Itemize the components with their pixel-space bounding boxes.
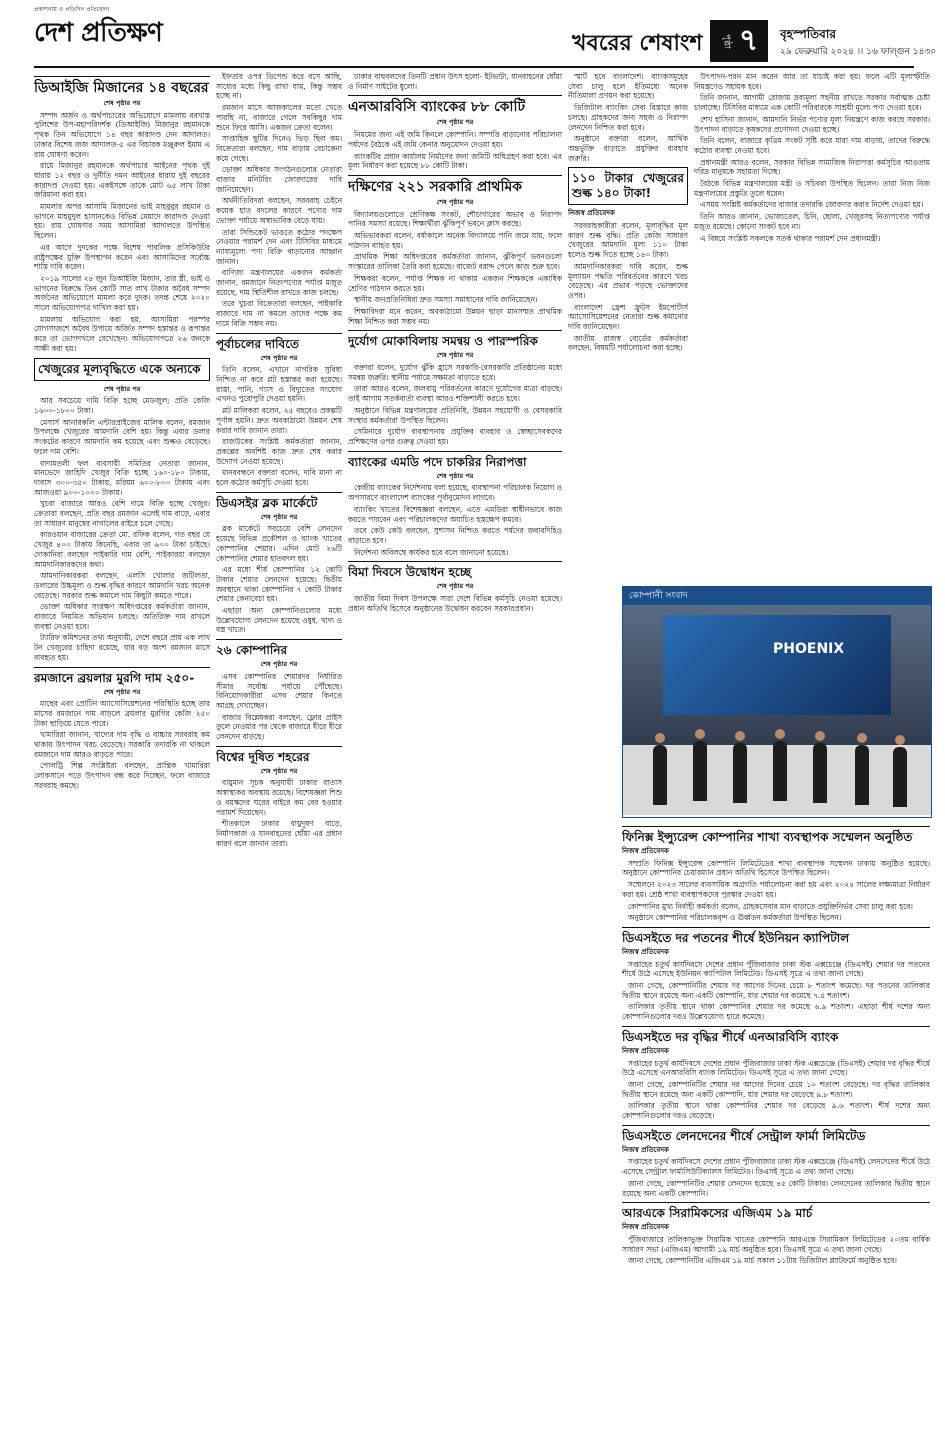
column-2: [216, 72, 342, 1444]
article-paragraph: প্রাথমিক শিক্ষা অধিদপ্তরের কর্মকর্তারা জানান, ঝুঁকিপূর্ণ ভবনগুলো সংস্কারের তালিকা তৈরি করা হয়েছে। বাজেট বরাদ্দ পেলে কাজ শুরু হবে।: [348, 252, 562, 272]
article-paragraph: ব্যাংকিং খাতের বিশেষজ্ঞরা বলছেন, এতে এমডিরা স্বাধীনভাবে কাজ করতে পারবেন এবং পরিচালকদের অযাচিত হস্তক্ষেপ কমবে।: [348, 504, 562, 524]
article-paragraph: অনুষ্ঠানে বক্তারা বলেন, আর্থিক অন্তর্ভুক্তি বাড়াতে প্রযুক্তির ব্যবহার জরুরি।: [568, 134, 688, 163]
article-paragraph: জানা গেছে, কোম্পানিটির শেয়ার লেনদেন হয়েছে ৪৫ কোটি টাকার। লেনদেনের তালিকার দ্বিতীয় স্থানে রয়েছে অন্য একটি কোম্পানি।: [622, 1178, 930, 1198]
page-label: পৃষ্ঠা: [721, 33, 732, 49]
speaker-figure: [693, 741, 707, 801]
article-paragraph: আমদানিকারকরা দাবি করেন, শুল্ক মূল্যায়ন পদ্ধতি পরিবর্তনের কারণে খরচ বেড়েছে। এর প্রভাব পড়ছে ভোক্তাদের ওপর।: [568, 261, 688, 300]
jump-line: শেষ পৃষ্ঠার পর: [103, 99, 141, 107]
article-paragraph: জাতীয় বিমা দিবস উপলক্ষে সারা দেশে বিভিন্ন কর্মসূচি নেওয়া হয়েছে। প্রধান অতিথি হিসেবে অনুষ্ঠানের উদ্বোধন করবেন সরকারপ্রধান।: [348, 594, 562, 613]
column-1: [34, 72, 210, 1444]
article-headline: ডিএসইতে দর পতনের শীর্ষে ইউনিয়ন ক্যাপিটাল: [622, 927, 930, 946]
article-paragraph: তবে খুচরা বিক্রেতারা বলছেন, পাইকারি বাজারে দাম না কমলে তাদের পক্ষে কম দামে বিক্রি সম্ভব নয়।: [216, 299, 342, 328]
newspaper-logo: দেশ প্রতিক্ষণ: [34, 18, 163, 48]
article-headline: ডিএসইতে দর বৃদ্ধির শীর্ষে এনআরবিসি ব্যাংক: [622, 1026, 930, 1045]
article-paragraph: ব্যাংকটির প্রধান কার্যালয় নির্মাণের জন্য জমিটি অধিগ্রহণ করা হবে। এর মূল্য নির্ধারণ করা হয়েছে ৮৮ কোটি টাকা।: [348, 151, 562, 171]
article-paragraph: তিনি আরও জানান, ভোজ্যতেল, চিনি, ছোলা, খেজুরসহ নিত্যপণ্যের পর্যাপ্ত মজুত রয়েছে। কোনো সংকট হবে না।: [694, 212, 930, 231]
article-paragraph: মাছের এবং প্রোটিন অ্যাসোসিয়েশনের পরিস্থিতি হচ্ছে তার মাসের রমজানে দাম বাড়লে ব্রয়লার মুরগির কেজি ২৫০ টাকা ছাড়িয়ে যেতে পারে।: [34, 699, 210, 728]
byline: নিজস্ব প্রতিবেদক: [622, 847, 669, 855]
article-headline: দক্ষিণের ২২১ সরকারি প্রাথমিক: [348, 175, 562, 196]
jump-line: শেষ পৃষ্ঠার পর: [260, 660, 298, 669]
article-paragraph: নিয়মের জন্য এই জমি কিনলে কোম্পানি। সম্পত্তি বাড়ানোর পরিচালনা পর্ষদের বৈঠকে এই জমি কেনার অনুমোদন দেওয়া হয়।: [348, 130, 562, 149]
article-paragraph: বায়ুমান সূচক অনুযায়ী ঢাকার বাতাস অস্বাস্থ্যকর অবস্থায় রয়েছে। বিশেষজ্ঞরা শিশু ও বয়স্কদের ঘরের বাইরে কম বের হওয়ার পরামর্শ দিয়েছেন।: [216, 778, 342, 817]
issue-day: বৃহস্পতিবার: [780, 27, 836, 41]
article-paragraph: ইফতার ওপর ডিপেন্ড করে বসে আছি, সাধ্যের মধ্যে কিছু রাখা যায়, কিন্তু সম্ভব হচ্ছে না।: [216, 72, 342, 101]
article-paragraph: অনুষ্ঠানে কোম্পানির পরিচালকবৃন্দ ও ঊর্ধ্বতন কর্মকর্তারা উপস্থিত ছিলেন।: [628, 913, 842, 923]
article-paragraph: ২০১৯ সালের ২৪ জুন ডিআইজি মিজান, তার স্ত্রী, ভাই ও ভাগনের বিরুদ্ধে তিন কোটি সাত লাখ টাকার অবৈধ সম্পদ অর্জনের অভিযোগে মামলা করে দুদক। তদন্ত শেষে ২০২০ সালে অভিযোগপত্র দাখিল করা হয়।: [34, 273, 210, 313]
article-paragraph: পুঁজিবাজারে তালিকাভুক্ত সিরামিক খাতের কোম্পানি আরএকে সিরামিকস লিমিটেডের ২০তম বার্ষিক সাধারণ সভা (এজিএম) আগামী ১৯ মার্চ অনুষ্ঠিত হবে। ডিএসই সূত্রে এ তথ্য জানা গেছে।: [622, 1234, 930, 1254]
article-paragraph: এছাড়া অন্য কোম্পানিগুলোর মধ্যে উল্লেখযোগ্য লেনদেন হয়েছে ওষুধ, খাদ্য ও বস্ত্র খাতে।: [216, 606, 342, 635]
article-paragraph: অনুষ্ঠানে বিভিন্ন মন্ত্রণালয়ের প্রতিনিধি, উন্নয়ন সহযোগী ও বেসরকারি সংস্থার কর্মকর্তারা উপস্থিত ছিলেন।: [348, 405, 562, 425]
article-paragraph: কেন্দ্রীয় ব্যাংকের নির্দেশনায় বলা হয়েছে, ব্যবস্থাপনা পরিচালক নিয়োগ ও অপসারণে বাংলাদেশ ব্যাংকের পূর্বানুমোদন লাগবে।: [348, 483, 562, 503]
company-news-label: কোম্পানী সংবাদ: [623, 587, 931, 605]
jump-line: শেষ পৃষ্ঠার পর: [260, 766, 298, 775]
article-headline: আরএকে সিরামিকসের এজিএম ১৯ মার্চ: [622, 1202, 930, 1221]
company-news-photo: [622, 586, 932, 818]
article-paragraph: ভোক্তা অধিকার সংগঠনগুলোর নেতারা বাজার মনিটরিং জোরদারের দাবি জানিয়েছেন।: [216, 165, 342, 194]
stage-screen: [663, 615, 891, 715]
article-paragraph: আমদানিকারকরা বলছেন, এলসি খোলার জটিলতা, ডলারের উচ্চমূল্য ও শুল্ক বৃদ্ধির কারণে আমদানি খরচ অনেক বেড়েছে। সরকার শুল্ক কমালে দাম কিছুটা কমতে পারে।: [34, 571, 210, 600]
article-headline: রমজানে ব্রয়লার মুরগি দাম ২৫০-: [34, 667, 210, 686]
speaker-figure: [733, 743, 747, 803]
article-headline: ডিএসইর ব্লক মার্কেটে: [216, 492, 342, 511]
article-paragraph: সাপ্তাহিক ছুটির দিনেও ভিড় ছিল কম। বিক্রেতারা বলছেন, দাম বাড়ায় বেচাকেনা কমে গেছে।: [216, 134, 342, 163]
article-paragraph: অভিভাবকরা বলেন, বর্ষাকালে অনেক বিদ্যালয়ে পানি জমে যায়, ফলে পাঠদান ব্যাহত হয়।: [348, 231, 562, 250]
jump-line: শেষ পৃষ্ঠার পর: [103, 687, 141, 696]
article-paragraph: তালিকার তৃতীয় স্থানে থাকা কোম্পানির শেয়ার দর বেড়েছে ৯.৬ শতাংশ। শীর্ষ দশের অন্য কোম্পানিগুলোর দরও বেড়েছে।: [622, 1101, 930, 1121]
article-paragraph: প্লট মালিকরা বলেন, ২৫ বছরেও প্রকল্পটি পূর্ণাঙ্গ হয়নি। দ্রুত অবকাঠামো উন্নয়ন শেষ করার দাবি জানান তারা।: [216, 406, 342, 435]
article-paragraph: সেমিনারে দুর্যোগ ব্যবস্থাপনায় প্রযুক্তির ব্যবহার ও স্বেচ্ছাসেবকদের প্রশিক্ষণের ওপর গুরুত্ব দেওয়া হয়।: [348, 427, 562, 446]
article-headline: বিমা দিবসে উদ্বোধন হচ্ছে: [348, 561, 562, 580]
conference-photo: [623, 605, 931, 815]
article-paragraph: বিদ্যালয়গুলোতে শ্রেণিকক্ষ সংকট, শৌচাগারের অভাব ও নিরাপদ পানির সমস্যা রয়েছে। শিক্ষার্থীরা ঝুঁকিপূর্ণ ভবনে ক্লাস করছে।: [348, 209, 562, 229]
article-headline: এনআরবিসি ব্যাংকের ৮৮ কোটি: [348, 95, 562, 116]
column-4: [568, 72, 688, 582]
stage-screen-text: PHOENIX: [773, 641, 845, 657]
article-paragraph: সম্প্রতি ফিনিক্স ইন্স্যুরেন্স কোম্পানি লিমিটেডের শাখা ব্যবস্থাপক সম্মেলন ঢাকায় অনুষ্ঠিত হয়েছে। অনুষ্ঠানে কোম্পানির চেয়ারম্যান প্রধান অতিথি হিসেবে উপস্থিত ছিলেন।: [622, 858, 930, 878]
article-paragraph: ব্লক মার্কেটে সবচেয়ে বেশি লেনদেন হয়েছে বিভিন্ন প্রকৌশল ও ব্যাংক খাতের কোম্পানির শেয়ার। এদিন মোট ২৬টি কোম্পানির শেয়ার হাতবদল হয়।: [216, 524, 342, 563]
jump-line: শেষ পৃষ্ঠার পর: [436, 351, 474, 360]
article-paragraph: আর সবচেয়ে দামি বিক্রি হচ্ছে মেডজুল; প্রতি কেজি ১৬০০-১৮০০ টাকা।: [34, 396, 210, 415]
article-paragraph: এর মধ্যে শীর্ষ কোম্পানির ১২ কোটি টাকার শেয়ার লেনদেন হয়েছে। দ্বিতীয় অবস্থানে থাকা কোম্পানির ৭ কোটি টাকার শেয়ার কেনাবেচা হয়।: [216, 565, 342, 604]
article-headline: ব্যাংকের এমডি পদে চাকরির নিরাপত্তা: [348, 451, 562, 470]
article-paragraph: বাংলাদেশ ফ্রেশ ফ্রুটস ইমপোর্টার্স অ্যাসোসিয়েশনের নেতারা শুল্ক কমানোর দাবি জানিয়েছেন।: [568, 302, 688, 332]
column-5: [694, 72, 930, 582]
article-paragraph: শিক্ষাবিদরা মনে করেন, অবকাঠামো উন্নয়ন ছাড়া মানসম্মত প্রাথমিক শিক্ষা নিশ্চিত করা সম্ভব নয়।: [348, 306, 562, 326]
section-title: খবরের শেষাংশ: [572, 31, 703, 56]
article-paragraph: রাজউকের সংশ্লিষ্ট কর্মকর্তারা জানান, প্রকল্পের অবশিষ্ট কাজ দ্রুত শেষ করার উদ্যোগ নেওয়া হয়েছে।: [216, 437, 342, 466]
article-paragraph: তারা সিন্ডিকেট ভাঙতে কঠোর পদক্ষেপ নেওয়ার পরামর্শ দেন এবং টিসিবির মাধ্যমে ন্যায্যমূল্যে পণ্য বিক্রি বাড়ানোর আহ্বান জানান।: [216, 227, 342, 266]
column-3: [348, 72, 562, 1444]
article-paragraph: সপ্তাহের চতুর্থ কার্যদিবসে দেশের প্রধান পুঁজিবাজার ঢাকা স্টক এক্সচেঞ্জে (ডিএসই) লেনদেনের শীর্ষে উঠে এসেছে সেন্ট্রাল ফার্মাসিউটিক্যালস লিমিটেড। ডিএসই সূত্রে এ তথ্য জানা গেছে।: [622, 1157, 930, 1177]
article-paragraph: তিনি বলেন, বাজারে কৃত্রিম সংকট সৃষ্টি করে যারা দাম বাড়ায়, তাদের বিরুদ্ধে কঠোর ব্যবস্থা নেওয়া হবে।: [694, 136, 930, 155]
jump-line: শেষ পৃষ্ঠার পর: [436, 582, 474, 591]
article-paragraph: খুচরা বাজারে আরও বেশি দামে বিক্রি হচ্ছে খেজুর। ক্রেতারা বলছেন, প্রতি বছর রমজান এলেই দাম বাড়ে, এবার তা সাধারণ মানুষের নাগালের বাইরে চলে গেছে।: [34, 499, 210, 528]
jump-line: শেষ পৃষ্ঠার পর: [436, 471, 474, 480]
page-number: ৭: [738, 22, 759, 58]
speaker-figure: [855, 745, 869, 805]
article-paragraph: উৎপাদন-পরন মান করেন আর তা যাচাই করা হয়। ফলে এটি মূল্যস্ফীতি নিয়ন্ত্রণেও সহায়ক হবে।: [694, 72, 930, 91]
masthead: [0, 0, 945, 70]
article-paragraph: বৈঠকে বিভিন্ন মন্ত্রণালয়ের মন্ত্রী ও সচিবরা উপস্থিত ছিলেন। তারা নিজ নিজ মন্ত্রণালয়ের প্রস্তুতি তুলে ধরেন।: [694, 179, 930, 198]
article-headline: ডিআইজি মিজানের ১৪ বছরের: [34, 76, 210, 97]
article-paragraph: কারওয়ান বাজারের ক্রেতা মো. রফিক বলেন, গত বছর যে খেজুর ৪০০ টাকায় কিনেছি, এবার তা ৬০০ টাকা চাইছে। দোকানিরা বলছেন পাইকারি দাম বেশি, পাইকাররা বলছেন আমদানিকারকদের কথা।: [34, 530, 210, 569]
article-paragraph: জানা গেছে, কোম্পানিটির এজিএম ১৯ মার্চ সকাল ১১টায় ডিজিটাল প্ল্যাটফর্মে অনুষ্ঠিত হবে।: [628, 1256, 897, 1266]
article-headline: ডিএসইতে লেনদেনের শীর্ষে সেন্ট্রাল ফার্মা লিমিটেড: [622, 1125, 930, 1144]
article-paragraph: বাণিজ্য মন্ত্রণালয়ের একজন কর্মকর্তা জানান, রমজানে নিত্যপণ্যের পর্যাপ্ত মজুত রয়েছে, দাম স্থিতিশীল রাখতে কাজ চলছে।: [216, 268, 342, 297]
article-headline: খেজুরের মূল্যবৃদ্ধিতে একে অন্যকে: [34, 358, 210, 381]
article-paragraph: মামলার অপর আসামি মিজানের ভাই মাহবুবুর রহমান ও ভাগনে মাহমুদুল হাসানকেও বিভিন্ন মেয়াদে কারাদণ্ড দেওয়া হয়। রায় ঘোষণার সময় আসামিরা আদালতে উপস্থিত ছিলেন।: [34, 202, 210, 241]
article-paragraph: তালিকার তৃতীয় স্থানে থাকা কোম্পানির শেয়ার দর কমেছে ৬.৯ শতাংশ। এছাড়া শীর্ষ দশের অন্য কোম্পানিগুলোর দরও উল্লেখযোগ্য হারে কমেছে।: [622, 1002, 930, 1022]
article-paragraph: এসময় সংশ্লিষ্ট কর্মকর্তাদের বাজার তদারকি জোরদার করার নির্দেশ দেওয়া হয়।: [700, 200, 924, 210]
article-headline: পূর্বাচলের দাবিতে: [216, 333, 342, 352]
article-paragraph: রমজান মাসে আজকালের মতো খেতে পারছি না, বাজারে গেলে সবকিছুর দাম শুনে ফিরে আসি। একজন ক্রেতা বলেন।: [216, 103, 342, 132]
article-paragraph: সম্মেলনে ২০২৩ সালের ব্যবসায়িক অগ্রগতি পর্যালোচনা করা হয় এবং ২০২৪ সালের লক্ষ্যমাত্রা নির্ধারণ করা হয়। শ্রেষ্ঠ শাখা ব্যবস্থাপকদের পুরস্কার দেওয়া হয়।: [622, 880, 930, 899]
article-headline: ১১০ টাকার খেজুরের শুল্ক ১৪০ টাকা!: [568, 167, 688, 205]
article-headline: বিশ্বের দূষিত শহরের: [216, 746, 342, 765]
article-paragraph: তিনি জানান, আগামী রোজায় দ্রব্যমূল্য সহনীয় রাখতে সরকার সর্বাত্মক চেষ্টা চালাচ্ছে। টিসিবির মাধ্যমে এক কোটি পরিবারকে সাশ্রয়ী মূল্যে পণ্য দেওয়া হবে।: [694, 93, 930, 113]
article-paragraph: ডিজিটাল ব্যাংকিং সেবা বিস্তারে কাজ চলছে। গ্রাহকদের জন্য সহজ ও নিরাপদ লেনদেন নিশ্চিত করা হবে।: [568, 103, 688, 132]
article-paragraph: তারা আরও বলেন, জলবায়ু পরিবর্তনের কারণে দুর্যোগের মাত্রা বাড়ছে। তাই আগাম সতর্কবার্তা ব্যবস্থা আরও শক্তিশালী করতে হবে।: [348, 384, 562, 404]
article-paragraph: স্মার্ট হবে বাংলাদেশ। ব্যাংকসমূহের সেবা চালু হলে ইতিমধ্যে অনেক নীতিমালা প্রণয়ন করা হয়েছে।: [568, 72, 688, 101]
article-headline: ফিনিক্স ইন্স্যুরেন্স কোম্পানির শাখা ব্যবস্থাপক সম্মেলন অনুষ্ঠিত: [622, 826, 930, 845]
article-paragraph: বাজার বিশ্লেষকরা বলছেন, ফ্লোর প্রাইস তুলে নেওয়ার পর থেকে বাজারে ধীরে ধীরে লেনদেন বাড়ছে।: [216, 712, 342, 742]
article-paragraph: শীতকালে ঢাকার বায়ুদূষণ বাড়ে, নির্মাণকাজ ও যানবাহনের ধোঁয়া এর প্রধান কারণ বলে জানান তারা।: [216, 819, 342, 848]
page-number-box: [710, 20, 768, 62]
article-paragraph: এর আগে দুদকের পক্ষে বিশেষ পাবলিক প্রসিকিউটর রাষ্ট্রপক্ষের যুক্তি উপস্থাপন করেন এবং আসামিদের সর্বোচ্চ শাস্তি দাবি করেন।: [34, 242, 210, 272]
speaker-figure: [773, 741, 787, 801]
article-paragraph: সম্পদ অর্জন ও অর্থপাচারের অভিযোগে মামলায় বরখাস্ত পুলিশের উপ-মহাপরিদর্শক (ডিআইজি) মিজানুর রহমানকে পৃথক তিন অভিযোগে ১৪ বছর কারাদণ্ড দেন আদালত। ঢাকার বিশেষ জজ আদালত-৫ এর বিচারক মঞ্জুরুল ইমাম এ রায় ঘোষণা করেন।: [34, 110, 210, 159]
article-paragraph: ট্যারিফ কমিশনের তথ্য অনুযায়ী, দেশে বছরে প্রায় এক লাখ টন খেজুরের চাহিদা রয়েছে, যার বড় অংশ রমজান মাসে ব্যবহৃত হয়।: [34, 633, 210, 662]
byline: নিজস্ব প্রতিবেদক: [622, 947, 669, 956]
article-paragraph: প্রধানমন্ত্রী আরও বলেন, সরকার বিভিন্ন সামাজিক নিরাপত্তা কর্মসূচির আওতায় দরিদ্র মানুষকে সহায়তা দিচ্ছে।: [694, 157, 930, 177]
article-headline: দুর্যোগ মোকাবিলায় সমন্বয় ও পারস্পরিক: [348, 330, 562, 349]
article-headline: ২৬ কোম্পানির: [216, 639, 342, 658]
article-paragraph: রায়ে মিজানুর রহমানকে অর্থপাচার আইনের পৃথক দুই ধারায় ১২ বছর ও দুর্নীতি দমন আইনের ধারায় দুই বছরের কারাদণ্ড দেওয়া হয়। একইসঙ্গে তাকে মোট ৬৫ লাখ টাকা জরিমানা করা হয়।: [34, 161, 210, 200]
article-paragraph: কোম্পানির মুখ্য নির্বাহী কর্মকর্তা বলেন, গ্রাহকসেবার মান বাড়াতে প্রযুক্তিনির্ভর সেবা চালু করা হবে।: [628, 901, 913, 911]
article-paragraph: সপ্তাহের চতুর্থ কার্যদিবসে দেশের প্রধান পুঁজিবাজার ঢাকা স্টক এক্সচেঞ্জে (ডিএসই) শেয়ার দর বৃদ্ধির শীর্ষে উঠে এসেছে এনআরবিসি ব্যাংক লিমিটেড। ডিএসই সূত্রে এ তথ্য জানা গেছে।: [622, 1058, 930, 1078]
article-paragraph: শেখ হাসিনা জানান, আমদানি নির্ভর পণ্যের মূল্য নিয়ন্ত্রণে কাজ করছে সরকার। উৎপাদন বাড়াতে কৃষকদের প্রণোদনা দেওয়া হচ্ছে।: [694, 114, 930, 134]
jump-line: শেষ পৃষ্ঠার পর: [436, 118, 474, 127]
jump-line: শেষ পৃষ্ঠার পর: [103, 384, 141, 393]
byline: নিজস্ব প্রতিবেদক: [568, 209, 615, 218]
article-paragraph: সপ্তাহের চতুর্থ কার্যদিবসে দেশের প্রধান পুঁজিবাজার ঢাকা স্টক এক্সচেঞ্জে (ডিএসই) শেয়ার দর পতনের শীর্ষে উঠে এসেছে ইউনিয়ন ক্যাপিটাল লিমিটেড। ডিএসই সূত্রে এ তথ্য জানা গেছে।: [622, 959, 930, 979]
article-paragraph: ঢাকার বাহুবলদের তিনটি প্রধান উৎস হলো- ইটভাটা, যানবাহনের ধোঁয়া ও নির্মাণ সাইটের ধুলো।: [348, 72, 562, 91]
article-paragraph: সরবরাহকারীরা বলেন, মূল্যবৃদ্ধির মূল কারণ শুল্ক বৃদ্ধি। প্রতি কেজি সাধারণ খেজুরের আমদানি মূল্য ১১০ টাকা হলেও শুল্ক দিতে হচ্ছে ১৪০ টাকা।: [568, 221, 688, 260]
article-paragraph: জানা গেছে, কোম্পানিটির শেয়ার দর আগের দিনের চেয়ে ১০ শতাংশ বেড়েছে। দর বৃদ্ধির তালিকার দ্বিতীয় স্থানে রয়েছে অন্য একটি কোম্পানি, যার শেয়ার দর বেড়েছে ৯.৮ শতাংশ।: [622, 1079, 930, 1099]
byline: নিজস্ব প্রতিবেদক: [622, 1046, 669, 1055]
brand-tagline: প্রকাশনায় ও প্রতিদিন প্রতিবেদন: [34, 6, 110, 13]
byline: নিজস্ব প্রতিবেদক: [622, 1145, 669, 1154]
article-paragraph: তিনি বলেন, এখানে নাগরিক সুবিধা নিশ্চিত না করে প্লট হস্তান্তর করা হয়েছে। রাস্তা, পানি, গ্যাস ও বিদ্যুতের সংযোগ এখনও পুরোপুরি দেওয়া হয়নি।: [216, 365, 342, 404]
article-paragraph: শিক্ষকরা বলেন, পর্যাপ্ত শিক্ষক না থাকায় একজন শিক্ষককে একাধিক শ্রেণির পাঠদান করতে হয়।: [348, 273, 562, 293]
article-paragraph: অর্থনীতিবিদরা বলছেন, সরবরাহ চেইনে কয়েক হাত বদলের কারণে পণ্যের দাম ভোক্তা পর্যায়ে অস্বাভাবিক বেড়ে যায়।: [216, 196, 342, 225]
article-paragraph: মানববন্ধনে বক্তারা বলেন, দাবি মানা না হলে কঠোর কর্মসূচি দেওয়া হবে।: [216, 468, 342, 488]
speaker-figure: [813, 743, 827, 803]
jump-line: শেষ পৃষ্ঠার পর: [260, 353, 298, 362]
lower-right-stories: [622, 822, 930, 1444]
article-paragraph: মামলায় অভিযোগ করা হয়, আসামিরা পরস্পর যোগসাজশে অবৈধ উপায়ে অর্জিত সম্পদ হস্তান্তর ও রূপান্তর করে তা ভোগদখলে রেখেছেন। অভিযোগপত্রে ২৬ জনকে সাক্ষী করা হয়।: [34, 314, 210, 353]
article-paragraph: নির্দেশনা অবিলম্বে কার্যকর হবে বলে জানানো হয়েছে।: [354, 547, 509, 557]
article-paragraph: তবে কেউ কেউ বলছেন, সুশাসন নিশ্চিত করতে পর্ষদের জবাবদিহিও বাড়াতে হবে।: [348, 526, 562, 545]
article-paragraph: পোলট্রি শিল্প সংশ্লিষ্টরা বলছেন, প্রান্তিক খামারিরা লোকসানে পড়ে উৎপাদন বন্ধ করে দিচ্ছেন, ফলে বাজারে সরবরাহ কমছে।: [34, 761, 210, 790]
speaker-figure: [653, 745, 667, 805]
article-paragraph: মেসার্স আনারকলি এন্টারপ্রাইজের মালিক বলেন, রমজান উপলক্ষে খেজুরের আমদানি বেশি হয়। কিন্তু এবার ডলার সংকটের কারণে আমদানি কম হয়েছে এবং শুল্কও বেড়েছে। ফলে দাম বেশি।: [34, 417, 210, 456]
article-paragraph: এ বিষয়ে সংশ্লিষ্ট সকলকে সতর্ক থাকার পরামর্শ দেন প্রধানমন্ত্রী।: [700, 233, 881, 243]
article-paragraph: স্থানীয় জনপ্রতিনিধিরা দ্রুত সমস্যা সমাধানের দাবি জানিয়েছেন।: [354, 295, 538, 305]
article-paragraph: এসব কোম্পানির শেয়ারদর নির্ধারিত সীমার সর্বোচ্চ পর্যায়ে পৌঁছেছে। বিনিয়োগকারীরা এসব শেয়ার কিনতে আগ্রহ দেখাচ্ছেন।: [216, 671, 342, 710]
article-paragraph: বক্তারা বলেন, দুর্যোগ ঝুঁকি হ্রাসে সরকারি-বেসরকারি প্রতিষ্ঠানের মধ্যে সমন্বয় জরুরি। স্থানীয় পর্যায়ে সক্ষমতা বাড়াতে হবে।: [348, 363, 562, 382]
jump-line: শেষ পৃষ্ঠার পর: [436, 197, 474, 206]
article-paragraph: জানা গেছে, কোম্পানিটির শেয়ার দর আগের দিনের চেয়ে ৮ শতাংশ কমেছে। দর পতনের তালিকার দ্বিতীয় স্থানে রয়েছে অন্য একটি কোম্পানি, যার শেয়ার দর কমেছে ৭.৫ শতাংশ।: [622, 981, 930, 1000]
speaker-figure: [893, 747, 907, 807]
article-paragraph: জাতীয় রাজস্ব বোর্ডের কর্মকর্তারা বলছেন, বিষয়টি পর্যালোচনা করা হচ্ছে।: [568, 333, 688, 353]
masthead-rule: [34, 66, 914, 68]
article-paragraph: ভোক্তা অধিকার সংরক্ষণ অধিদপ্তরের কর্মকর্তারা জানান, বাজারে নিয়মিত অভিযান চলছে। অতিরিক্ত দাম রাখলে ব্যবস্থা নেওয়া হবে।: [34, 602, 210, 631]
article-paragraph: খামারিরা জানান, খাদ্যের দাম বৃদ্ধি ও বাচ্চার সরবরাহ কম থাকায় উৎপাদন খরচ বেড়েছে। সরকারি তদারকি না থাকলে রমজানে দাম আরও বাড়তে পারে।: [34, 730, 210, 759]
byline: নিজস্ব প্রতিবেদক: [622, 1223, 669, 1232]
issue-date: ২৯ ফেব্রুয়ারি ২০২৪ ।। ১৬ ফাল্গুন ১৪৩০: [780, 47, 937, 57]
jump-line: শেষ পৃষ্ঠার পর: [260, 512, 298, 521]
article-paragraph: বাদামতলী ফল ব্যবসায়ী সমিতির নেতারা জানান, মানভেদে জাহিদি খেজুর বিক্রি হচ্ছে ১৬০-১৮০ টাকায়, দাবাস ৩০০-৩৫০ টাকায়, মরিয়ম ৬০০-৮০০ টাকায় এবং আজওয়া ৯০০-১০০০ টাকায়।: [34, 458, 210, 497]
